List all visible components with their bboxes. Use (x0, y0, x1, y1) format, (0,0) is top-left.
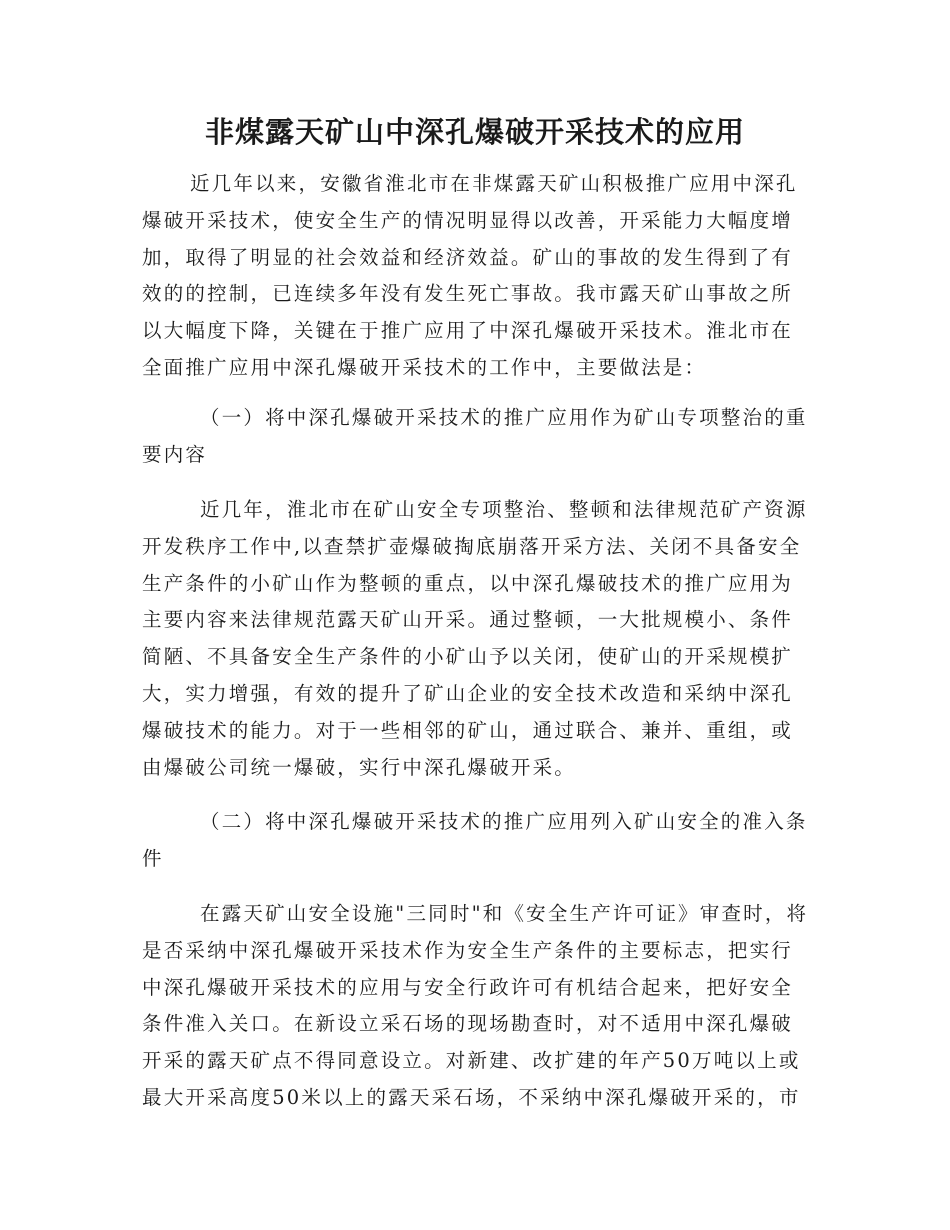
heading-line: 要内容 (142, 442, 208, 466)
document-title: 非煤露天矿山中深孔爆破开采技术的应用 (204, 115, 745, 149)
paragraph-line: 近几年，淮北市在矿山安全专项整治、整顿和法律规范矿产资源 (200, 498, 808, 521)
paragraph-line: 主要内容来法律规范露天矿山开采。通过整顿，一大批规模小、条件 (142, 608, 794, 632)
heading-line: （二）将中深孔爆破开采技术的推广应用列入矿山安全的准入条 (200, 810, 808, 833)
paragraph-line: 以大幅度下降，关键在于推广应用了中深孔爆破开采技术。淮北市在 (142, 319, 794, 343)
paragraph-line: 近几年以来，安徽省淮北市在非煤露天矿山积极推广应用中深孔 (190, 172, 798, 195)
paragraph-line: 条件准入关口。在新设立采石场的现场勘查时，对不适用中深孔爆破 (142, 1012, 794, 1036)
section-heading-2 (142, 804, 810, 878)
heading-line: 件 (142, 846, 164, 870)
paragraph-line: 全面推广应用中深孔爆破开采技术的工作中，主要做法是： (142, 355, 707, 379)
paragraph-line: 生产条件的小矿山作为整顿的重点，以中深孔爆破技术的推广应用为 (142, 571, 794, 595)
paragraph-line: 开采的露天矿点不得同意设立。对新建、改扩建的年产50万吨以上或 (142, 1049, 801, 1073)
paragraph-line: 开发秩序工作中,以查禁扩壶爆破掏底崩落开采方法、关闭不具备安全 (142, 534, 802, 558)
section-heading-1 (142, 400, 810, 474)
paragraph-section-1 (142, 492, 810, 786)
paragraph-line: 最大开采高度50米以上的露天采石场，不采纳中深孔爆破开采的，市 (142, 1085, 801, 1109)
paragraph-line: 加，取得了明显的社会效益和经济效益。矿山的事故的发生得到了有 (142, 245, 794, 269)
paragraph-line: 爆破开采技术，使安全生产的情况明显得以改善，开采能力大幅度增 (142, 208, 794, 232)
paragraph-line: 中深孔爆破开采技术的应用与安全行政许可有机结合起来，把好安全 (142, 975, 794, 999)
paragraph-line: 是否采纳中深孔爆破开采技术作为安全生产条件的主要标志，把实行 (142, 938, 794, 962)
heading-line: （一）将中深孔爆破开采技术的推广应用作为矿山专项整治的重 (200, 406, 808, 429)
paragraph-line: 简陋、不具备安全生产条件的小矿山予以关闭，使矿山的开采规模扩 (142, 645, 794, 669)
paragraph-line: 由爆破公司统一爆破，实行中深孔爆破开采。 (142, 755, 577, 779)
paragraph-line: 效的的控制，已连续多年没有发生死亡事故。我市露天矿山事故之所 (142, 282, 794, 306)
paragraph-line: 在露天矿山安全设施"三同时"和《安全生产许可证》审查时，将 (200, 902, 809, 925)
paragraph-line: 大，实力增强，有效的提升了矿山企业的安全技术改造和采纳中深孔 (142, 681, 794, 705)
paragraph-intro (142, 166, 810, 387)
paragraph-line: 爆破技术的能力。对于一些相邻的矿山，通过联合、兼并、重组，或 (142, 718, 794, 742)
paragraph-section-2 (142, 896, 810, 1117)
